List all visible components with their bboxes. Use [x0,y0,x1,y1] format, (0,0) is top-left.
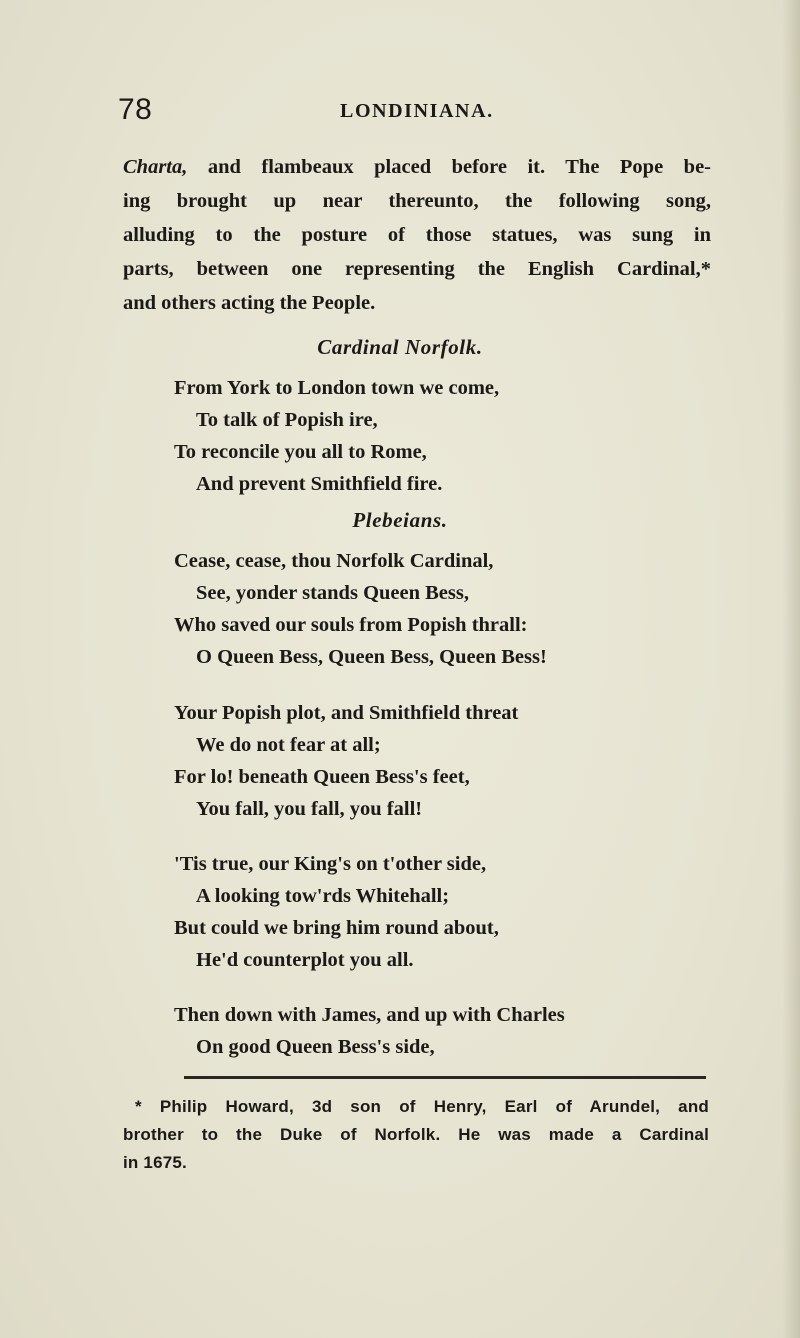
speaker-heading-plebeians: Plebeians. [352,508,448,532]
verse-stanza [174,848,694,976]
page-edge-shadow [782,0,800,1338]
verse-line: To talk of Popish ire, [196,409,378,431]
verse-line: You fall, you fall, you fall! [196,798,423,820]
verse-line: See, yonder stands Queen Bess, [196,582,469,604]
prose-line [123,150,711,184]
footnote-line: * Philip Howard, 3d son of Henry, Earl of Arundel, and [135,1097,709,1116]
verse-line: To reconcile you all to Rome, [174,441,427,463]
verse-stanza [174,372,694,500]
prose-paragraph [123,150,711,320]
verse-line: From York to London town we come, [174,377,500,399]
verse-line: O Queen Bess, Queen Bess, Queen Bess! [196,646,547,668]
page-number: 78 [118,93,153,126]
verse-line: He'd counterplot you all. [196,949,414,971]
verse-line: On good Queen Bess's side, [196,1036,435,1058]
speaker-heading-cardinal: Cardinal Norfolk. [317,335,483,359]
verse-line: But could we bring him round about, [174,917,499,939]
footnote-line: brother to the Duke of Norfolk. He was made a Cardinal [123,1125,709,1144]
verse-line: We do not fear at all; [196,734,381,756]
prose-emphasis: Charta, [123,156,188,178]
prose-line: and others acting the People. [123,292,376,314]
footnote-divider [184,1076,706,1079]
verse-stanza [174,545,694,673]
verse-line: Your Popish plot, and Smithfield threat [174,702,519,724]
footnote [123,1093,709,1177]
verse-line: And prevent Smithfield fire. [196,473,443,495]
prose-text: and flambeaux placed before it. The Pope be- [187,156,711,178]
verse-line: 'Tis true, our King's on t'other side, [174,853,487,875]
page-header [118,93,712,133]
prose-line: ing brought up near thereunto, the following song, [123,190,711,212]
verse-line: A looking tow'rds Whitehall; [196,885,450,907]
verse-line: Then down with James, and up with Charles [174,1004,565,1026]
running-head: LONDINIANA. [340,100,494,122]
verse-stanza [174,999,694,1063]
verse-stanza [174,697,694,825]
footnote-line: in 1675. [123,1153,187,1172]
verse-line: For lo! beneath Queen Bess's feet, [174,766,470,788]
prose-line: alluding to the posture of those statues, was sung in [123,224,711,246]
verse-line: Cease, cease, thou Norfolk Cardinal, [174,550,494,572]
verse-line: Who saved our souls from Popish thrall: [174,614,528,636]
prose-line: parts, between one representing the English Cardinal,* [123,258,711,280]
